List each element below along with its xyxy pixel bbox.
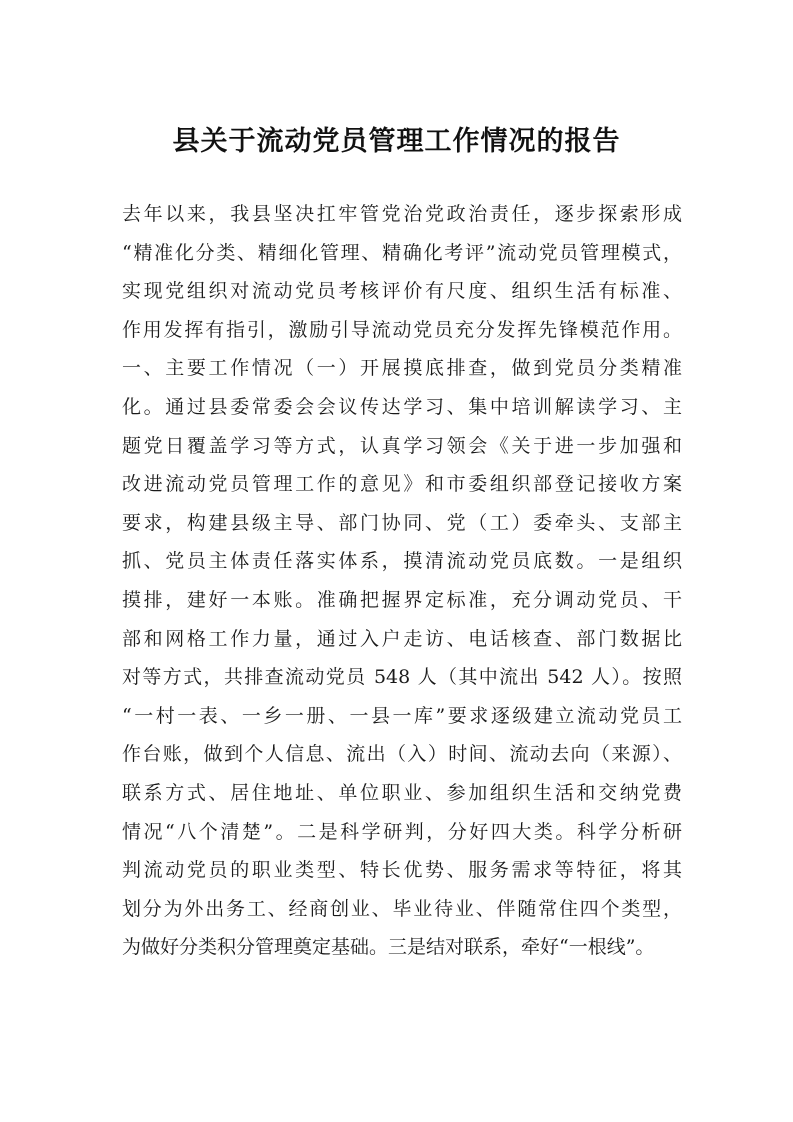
document-body (122, 195, 682, 967)
body-line: 对等方式，共排查流动党员 548 人（其中流出 542 人）。按照 (122, 666, 682, 689)
body-line: 判流动党员的职业类型、特长优势、服务需求等特征，将其 (122, 859, 682, 882)
body-line: 题党日覆盖学习等方式，认真学习领会《关于进一步加强和 (122, 434, 682, 457)
body-line: 部和网格工作力量，通过入户走访、电话核查、部门数据比 (122, 627, 682, 650)
body-line: “一村一表、一乡一册、一县一库”要求逐级建立流动党员工 (122, 704, 682, 727)
body-line: 一、主要工作情况（一）开展摸底排查，做到党员分类精准 (122, 357, 682, 380)
document-title: 县关于流动党员管理工作情况的报告 (172, 126, 621, 157)
body-line: 改进流动党员管理工作的意见》和市委组织部登记接收方案 (122, 473, 682, 496)
body-line: 抓、党员主体责任落实体系，摸清流动党员底数。一是组织 (122, 550, 682, 573)
body-line: 为做好分类积分管理奠定基础。三是结对联系，牵好“一根线”。 (122, 936, 655, 959)
body-line: 情况“八个清楚”。二是科学研判，分好四大类。科学分析研 (122, 820, 682, 843)
body-line: 化。通过县委常委会会议传达学习、集中培训解读学习、主 (122, 395, 682, 418)
body-line: 实现党组织对流动党员考核评价有尺度、组织生活有标准、 (122, 280, 682, 303)
body-line: 要求，构建县级主导、部门协同、党（工）委牵头、支部主 (122, 511, 682, 534)
body-line: 作用发挥有指引，激励引导流动党员充分发挥先锋模范作用。 (122, 318, 682, 341)
body-line: “精准化分类、精细化管理、精确化考评”流动党员管理模式， (122, 241, 682, 264)
body-line: 摸排，建好一本账。准确把握界定标准，充分调动党员、干 (122, 588, 682, 611)
body-line: 划分为外出务工、经商创业、毕业待业、伴随常住四个类型， (122, 897, 682, 920)
body-line: 去年以来，我县坚决扛牢管党治党政治责任，逐步探索形成 (122, 203, 682, 225)
body-line: 作台账，做到个人信息、流出（入）时间、流动去向（来源）、 (122, 743, 682, 766)
body-line: 联系方式、居住地址、单位职业、参加组织生活和交纳党费 (122, 781, 682, 804)
